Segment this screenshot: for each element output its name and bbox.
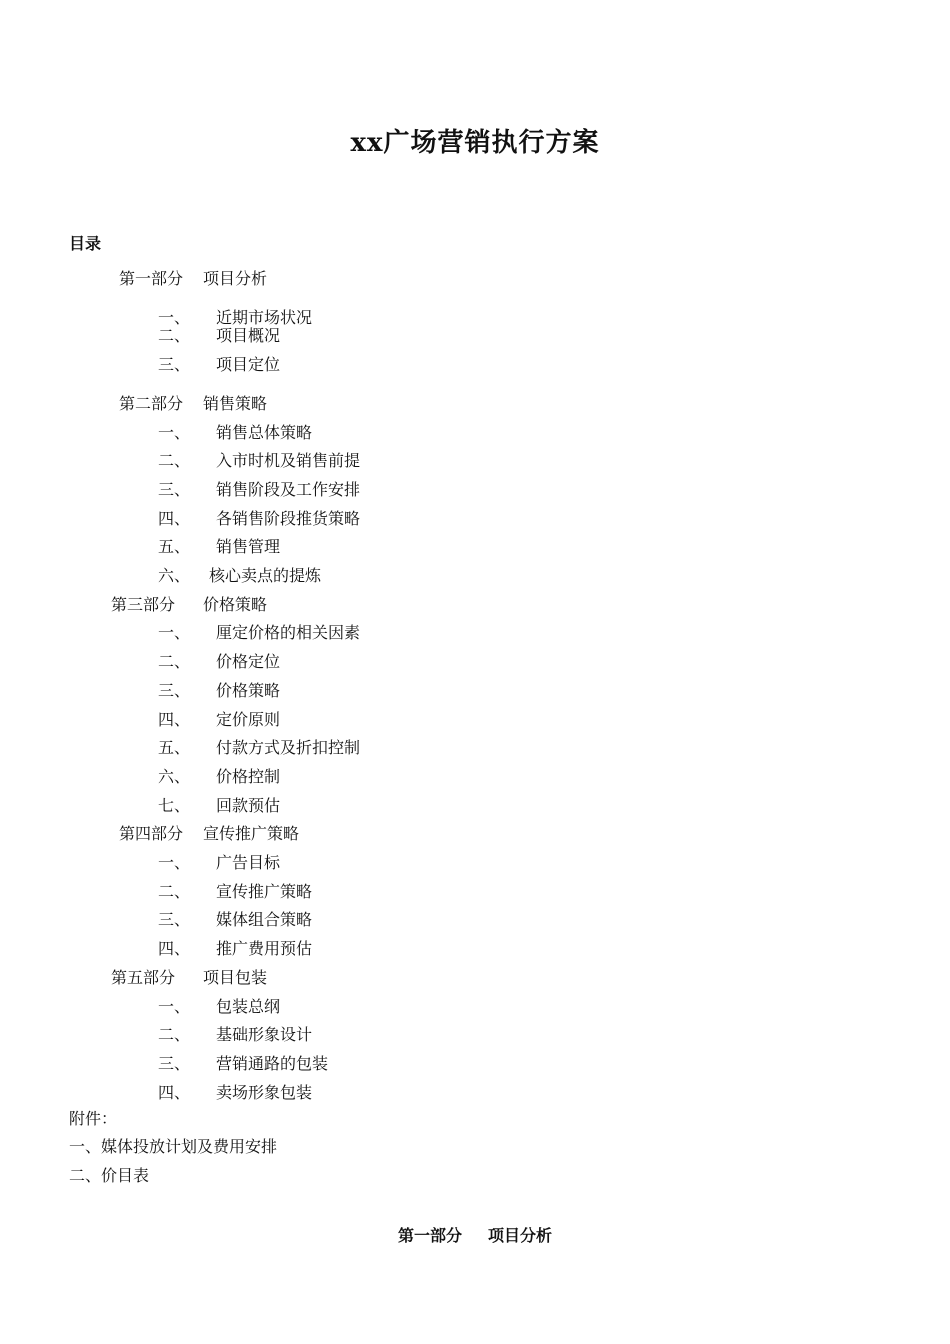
section-part-label: 第一部分 [397,1226,462,1245]
toc-part-title[interactable]: 宣传推广策略 [203,824,300,844]
toc-item-link[interactable]: 核心卖点的提炼 [209,566,322,585]
toc-item-number: 二、 [158,326,191,346]
toc-item-link[interactable]: 定价原则 [216,709,281,729]
toc-item-number: 六、 [158,766,191,786]
toc-item-number: 一、 [158,996,191,1016]
toc-item-link[interactable]: 基础形象设计 [216,1025,313,1045]
toc-item-number: 一、 [158,307,191,327]
toc-item-number: 三、 [158,1053,191,1073]
toc-part-title[interactable]: 项目分析 [203,269,268,288]
toc-item-link[interactable]: 销售总体策略 [216,422,313,442]
toc-item-number: 七、 [158,795,191,815]
toc-item-number: 一、 [158,422,191,442]
toc-item-link[interactable]: 卖场形象包装 [216,1082,313,1102]
toc-item-number: 二、 [158,881,191,901]
section-heading [0,1223,950,1246]
toc-part-label[interactable]: 第四部分 [119,824,184,844]
toc-item-number: 二、 [158,1025,191,1045]
toc-item-number: 五、 [158,738,191,758]
toc-item-number: 三、 [158,680,191,700]
toc-part-label[interactable]: 第二部分 [119,393,184,413]
toc-item-number: 二、 [158,652,191,672]
toc-item-number: 二、 [158,451,191,471]
toc-item-link[interactable]: 价格定位 [216,652,281,672]
toc-item-link[interactable]: 营销通路的包装 [216,1053,329,1073]
toc-item-link[interactable]: 各销售阶段推货策略 [216,508,361,528]
toc-part-title[interactable]: 项目包装 [203,967,268,987]
toc-part-title[interactable]: 销售策略 [203,393,268,413]
toc-item-link[interactable]: 媒体组合策略 [216,910,313,930]
toc-item-number: 一、 [158,853,191,872]
toc-item-link[interactable]: 广告目标 [216,853,281,872]
toc-item-link[interactable]: 入市时机及销售前提 [216,451,361,471]
toc-item-number: 三、 [158,479,191,499]
toc-item-link[interactable]: 厘定价格的相关因素 [216,623,361,643]
appendix-item: 二、价目表 [69,1166,150,1185]
toc-item-link[interactable]: 宣传推广策略 [216,881,313,901]
toc-item-link[interactable]: 价格策略 [216,680,281,700]
toc-part-label[interactable]: 第三部分 [111,594,176,614]
toc-item-link[interactable]: 价格控制 [216,766,281,786]
toc-part-label[interactable]: 第一部分 [119,269,184,288]
toc-item-number: 三、 [158,355,191,375]
toc-item-link[interactable]: 销售阶段及工作安排 [216,479,361,499]
toc-item-number: 四、 [158,709,191,729]
toc-item-link[interactable]: 包装总纲 [216,996,281,1016]
toc-item-link[interactable]: 项目定位 [216,355,281,375]
toc-item-link[interactable]: 销售管理 [216,537,281,557]
toc-item-number: 四、 [158,508,191,528]
toc-item-number: 一、 [158,623,191,643]
toc-item-link[interactable]: 回款预估 [216,795,281,815]
toc-item-number: 四、 [158,939,191,959]
toc-part-label[interactable]: 第五部分 [111,967,176,987]
toc-part-title[interactable]: 价格策略 [203,594,268,614]
toc-item-link[interactable]: 付款方式及折扣控制 [216,738,361,758]
appendix-item: 一、媒体投放计划及费用安排 [69,1137,278,1156]
appendix-label: 附件： [69,1109,118,1128]
section-title: 项目分析 [488,1226,553,1245]
toc-item-number: 五、 [158,537,191,557]
toc-item-link[interactable]: 项目概况 [216,326,281,346]
toc-item-link[interactable]: 推广费用预估 [216,939,313,959]
toc-item-number: 四、 [158,1082,191,1102]
document-title: xx广场营销执行方案 [350,128,600,158]
toc-heading: 目录 [69,234,102,253]
toc-item-number: 三、 [158,910,191,930]
toc-item-number: 六、 [158,566,191,585]
toc-item-link[interactable]: 近期市场状况 [216,307,313,327]
